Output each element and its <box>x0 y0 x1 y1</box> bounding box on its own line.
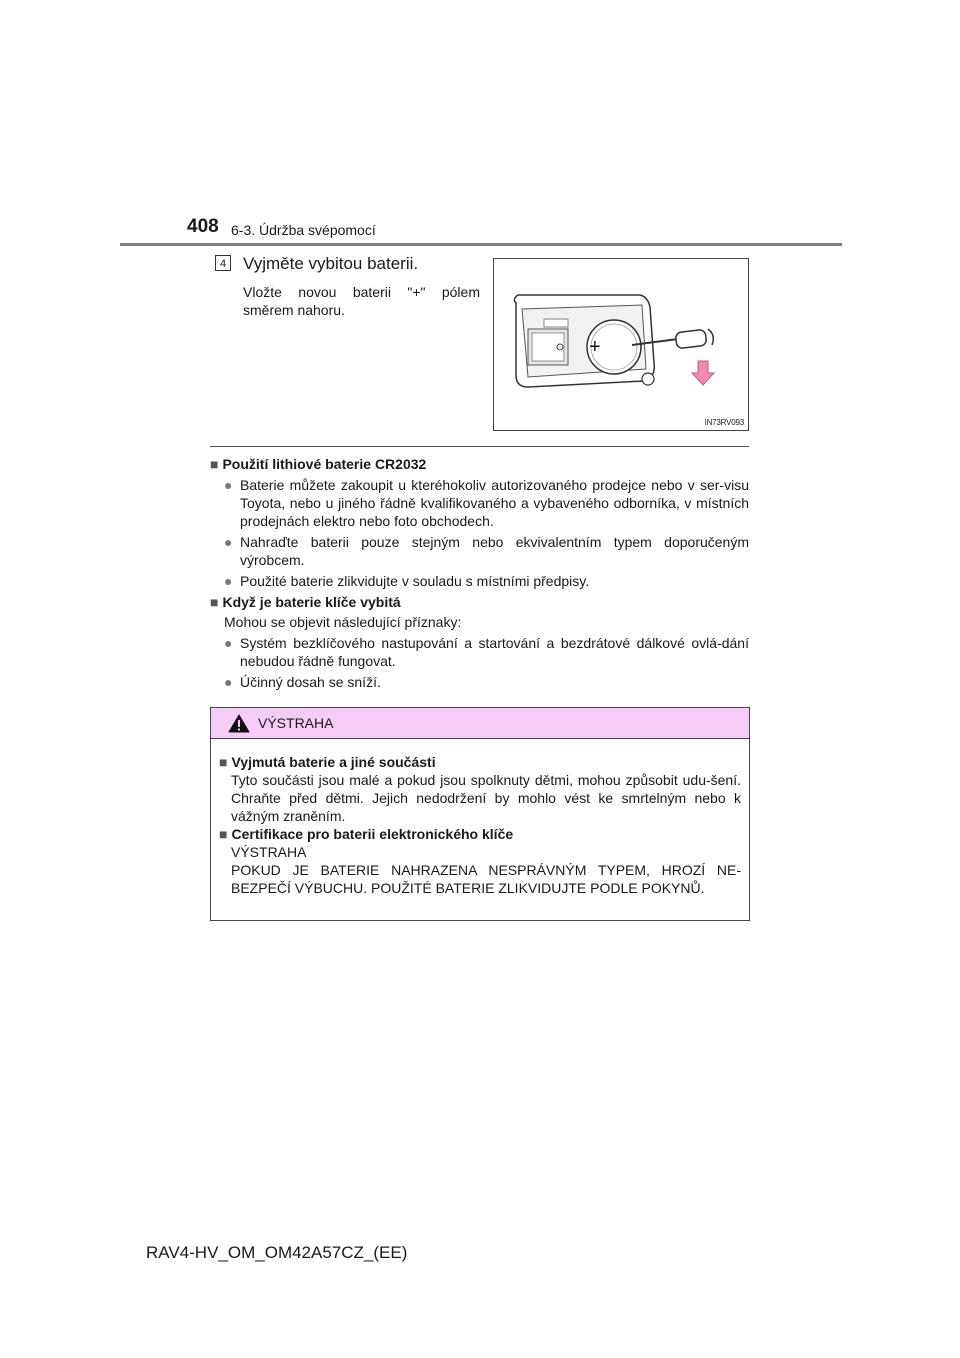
warning-box <box>210 707 750 921</box>
warning-item-text: Tyto součásti jsou malé a pokud jsou spolknuty dětmi, mohou způsobit udu-šení. Chraňte před dětmi. Jejich nedodržení by mohlo vést ke smrtelným nebo k vážným zraněním. <box>231 772 741 824</box>
list-item: ● Použité baterie zlikvidujte v souladu s místními předpisy. <box>224 573 590 589</box>
warning-item-heading: ■ Vyjmutá baterie a jiné součásti <box>219 754 436 770</box>
header-rule <box>120 243 842 246</box>
bullet-icon: ● <box>224 477 233 493</box>
bullet-icon: ● <box>224 674 233 690</box>
section-marker: ■ <box>219 754 228 770</box>
warning-body <box>211 739 749 897</box>
warning-item-heading: ■ Certifikace pro baterii elektronického klíče <box>219 826 514 842</box>
plus-pole-label: + <box>589 336 601 358</box>
warning-triangle-icon <box>228 714 250 733</box>
list-item: ● Nahraďte baterii pouze stejným nebo ekvivalentním typem doporučeným výrobcem. <box>224 534 749 568</box>
list-item: ● Baterie můžete zakoupit u kteréhokoliv autorizovaného prodejce nebo v ser-visu Toyota, nebo u jiného řádně kvalifikovaného a vybaveného odborníka, v místních prodejnách elektro nebo foto obchodech. <box>224 477 749 529</box>
battery-removal-illustration <box>493 258 749 431</box>
list-item: ● Systém bezklíčového nastupování a startování a bezdrátové dálkové ovlá-dání nebudou řádně fungovat. <box>224 635 749 669</box>
document-id: RAV4-HV_OM_OM42A57CZ_(EE) <box>146 1243 408 1262</box>
list-item: ● Účinný dosah se sníží. <box>224 674 381 690</box>
step-instruction: Vyjměte vybitou baterii. <box>243 254 419 273</box>
bullet-icon: ● <box>224 573 233 589</box>
key-battery-drawing <box>494 259 748 430</box>
section-marker: ■ <box>210 594 219 610</box>
bullet-icon: ● <box>224 635 233 651</box>
info-content <box>210 455 749 691</box>
figure-code: IN73RV093 <box>704 418 744 427</box>
step-number-badge: 4 <box>215 255 231 271</box>
warning-title: VÝSTRAHA <box>258 715 334 731</box>
warning-header <box>211 708 749 739</box>
section-heading: ■ Když je baterie klíče vybitá <box>210 594 401 610</box>
section-marker: ■ <box>210 456 219 472</box>
warning-item-caption: VÝSTRAHA <box>231 844 307 860</box>
bullet-icon: ● <box>224 534 233 550</box>
section-heading: ■ Použití lithiové baterie CR2032 <box>210 456 427 472</box>
warning-item-text: POKUD JE BATERIE NAHRAZENA NESPRÁVNÝM TYPEM, HROZÍ NE-BEZPEČÍ VÝBUCHU. POUŽITÉ BATERIE ZLIKVIDUJTE PODLE POKYNŮ. <box>231 862 741 896</box>
page-number: 408 <box>187 216 219 237</box>
section-divider <box>210 446 749 447</box>
section-title: 6-3. Údržba svépomocí <box>231 222 376 238</box>
section-marker: ■ <box>219 826 228 842</box>
section-intro: Mohou se objevit následující příznaky: <box>224 614 462 630</box>
step-note: Vložte novou baterii "+" pólem směrem nahoru. <box>243 284 480 318</box>
